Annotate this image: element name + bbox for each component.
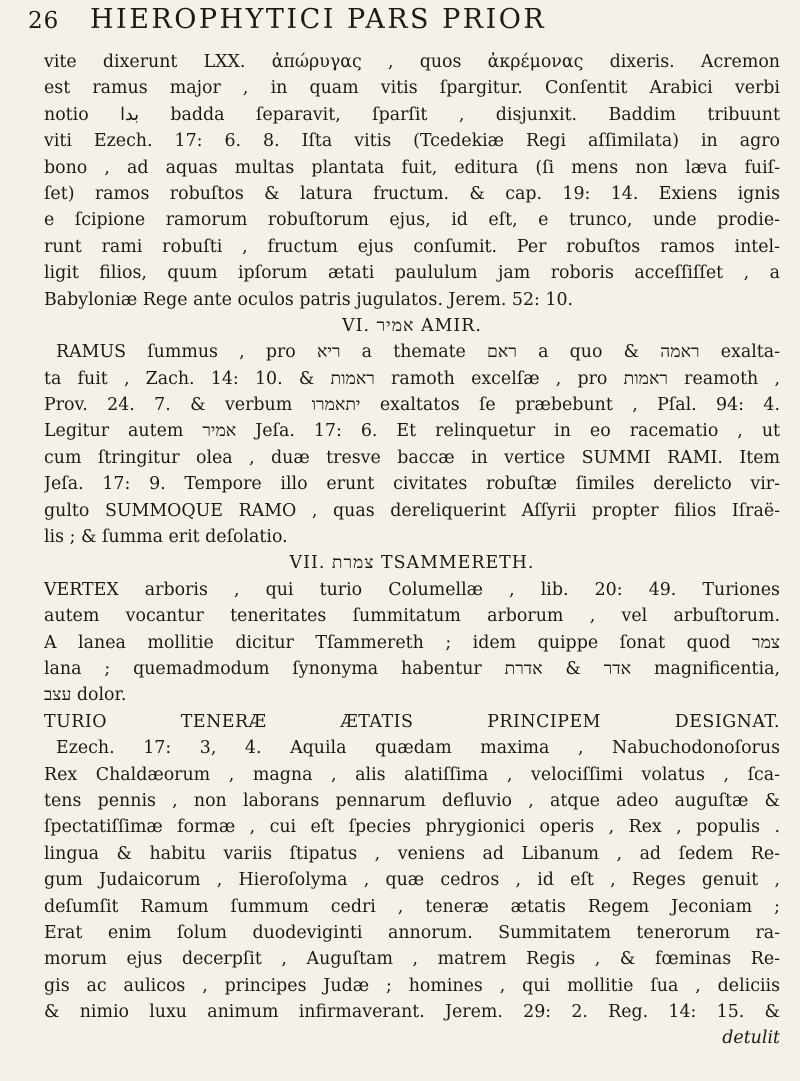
text-line: עצב dolor. bbox=[44, 685, 127, 706]
text-line: ſet) ramos robuſtos & latura fructum. & cap. 19: 14. Exiens ignis bbox=[44, 183, 780, 204]
text-line: ligit filios, quum ipſorum ætati paululum jam roboris acceſſiſſet , a bbox=[44, 263, 780, 284]
text-line: gum Judaicorum , Hieroſolyma , quæ cedros , id eſt , Reges genuit , bbox=[44, 870, 780, 891]
text-line: lingua & habitu variis ſtipatus , veniens ad Libanum , ad ſedem Re- bbox=[44, 843, 780, 864]
section-heading-vi: VI. אמיר AMIR. bbox=[342, 315, 482, 336]
text-line: runt rami robuſti , fructum ejus conſumit. Per robuſtos ramos intel- bbox=[44, 236, 780, 257]
text-line: cum ſtringitur olea , duæ tresve baccæ in vertice SUMMI RAMI. Item bbox=[44, 447, 780, 468]
text-line: bono , ad aquas multas plantata fuit, editura (ſi mens non læva fuiſ- bbox=[44, 157, 780, 178]
text-line: lana ; quemadmodum ſynonyma habentur אדר & אדרת magnificentia, bbox=[44, 658, 780, 679]
body-text bbox=[44, 49, 780, 1052]
text-line: Ezech. 17: 3, 4. Aquila quædam maxima , Nabuchodonoſorus bbox=[56, 738, 780, 759]
page-header bbox=[28, 4, 780, 42]
text-line: VERTEX arboris , qui turio Columellæ , lib. 20: 49. Turiones bbox=[44, 579, 780, 600]
text-line: & nimio luxu animum infirmaverant. Jerem. 29: 2. Reg. 14: 15. & bbox=[44, 1002, 780, 1023]
section-heading-vii: VII. צמרת TSAMMERETH. bbox=[289, 553, 535, 574]
text-line: lis ; & ſumma erit deſolatio. bbox=[44, 527, 288, 548]
text-line: ta fuit , Zach. 14: 10. & ראמות ramoth excelſæ , pro ראמות reamoth , bbox=[44, 368, 780, 389]
text-line: est ramus major , in quam vitis ſpargitur. Conſentit Arabici verbi bbox=[44, 78, 780, 99]
text-line: e ſcipione ramorum robuſtorum ejus, id eſt, e trunco, unde prodie- bbox=[44, 210, 780, 231]
text-line: autem vocantur teneritates ſummitatum arborum , vel arbuſtorum. bbox=[44, 606, 780, 627]
page-number: 26 bbox=[28, 8, 60, 34]
text-line: Erat enim ſolum duodeviginti annorum. Summitatem tenerorum ra- bbox=[44, 922, 780, 943]
text-line: tens pennis , non laborans pennarum defluvio , atque adeo auguſtæ & bbox=[44, 790, 780, 811]
text-line: Jeſa. 17: 9. Tempore illo erunt civitates robuſtæ ſimiles derelicto vir- bbox=[44, 474, 780, 495]
catchword: detulit bbox=[722, 1028, 780, 1049]
text-line: ſpectatiſſimæ formæ , cui eſt ſpecies phrygionici operis , Rex , populis . bbox=[44, 817, 780, 838]
text-line: gulto SUMMOQUE RAMO , quas dereliquerint Aſſyrii propter filios Iſraë- bbox=[44, 500, 780, 521]
text-line: Rex Chaldæorum , magna , alis alatiſſima , velociſſimi volatus , ſca- bbox=[44, 764, 780, 785]
text-line: gis ac aulicos , principes Judæ ; homines , qui mollitie ſua , deliciis bbox=[44, 975, 780, 996]
text-line: RAMUS ſummus , pro ריא a themate ראם a quo & ראמה exalta- bbox=[56, 342, 780, 363]
running-head: HIEROPHYTICI PARS PRIOR bbox=[90, 4, 547, 35]
text-line: viti Ezech. 17: 6. 8. Iſta vitis (Tcedekiæ Regi aſſimilata) in agro bbox=[44, 131, 780, 152]
text-line: Prov. 24. 7. & verbum יתאמרו exaltatos ſe præbebunt , Pſal. 94: 4. bbox=[44, 395, 780, 416]
text-line: vite dixerunt LXX. ἀπώρυγας , quos ἀκρέμονας dixeris. Acremon bbox=[44, 52, 780, 72]
text-line: Babyloniæ Rege ante oculos patris jugulatos. Jerem. 52: 10. bbox=[44, 289, 574, 310]
text-line: deſumſit Ramum ſummum cedri , teneræ ætatis Regem Jeconiam ; bbox=[44, 896, 780, 917]
text-line: notio بدا badda ſeparavit, ſparſit , disjunxit. Baddim tribuunt bbox=[44, 104, 780, 125]
text-line: A lanea mollitie dicitur Tſammereth ; idem quippe ſonat quod צמר bbox=[44, 632, 780, 653]
subheading-turio: TURIO TENERÆ ÆTATIS PRINCIPEM DESIGNAT. bbox=[44, 711, 780, 732]
text-line: morum ejus decerpſit , Auguſtam , matrem Regis , & fœminas Re- bbox=[44, 949, 780, 970]
text-line: Legitur autem אמיר Jeſa. 17: 6. Et relinquetur in eo racematio , ut bbox=[44, 421, 780, 442]
